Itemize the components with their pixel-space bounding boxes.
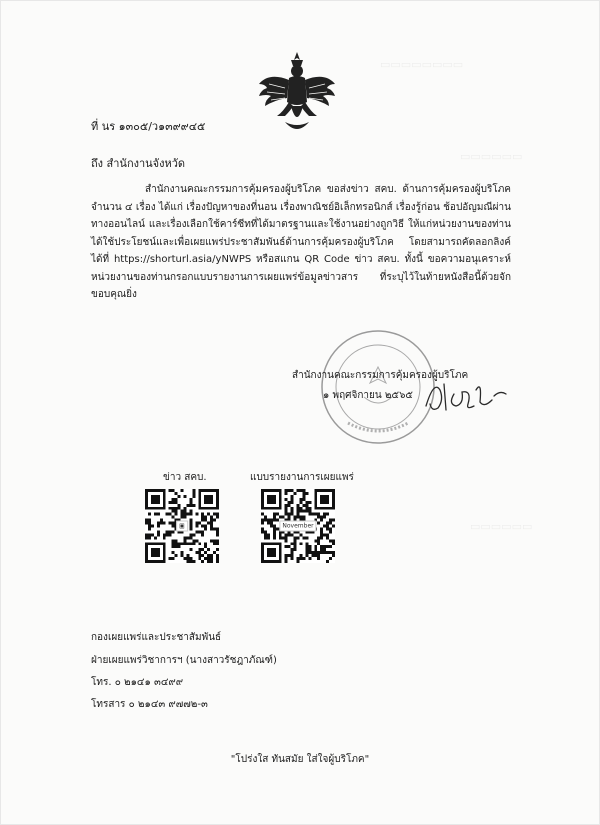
signing-organization: สำนักงานคณะกรรมการคุ้มครองผู้บริโภค [292,370,469,381]
contact-fax: โทรสาร ๐ ๒๑๔๓ ๙๗๗๒-๓ [91,699,208,710]
signing-date: ๑ พฤศจิกายน ๒๕๖๕ [323,390,413,401]
body-paragraph: สำนักงานคณะกรรมการคุ้มครองผู้บริโภค ขอส่งข่าว สคบ. ด้านการคุ้มครองผู้บริโภค จำนวน ๔ เรื่อง ได้แก่ เรื่องปัญหาของที่นอน เรื่องพาณิชย์อิเล็กทรอนิกส์ เรื่องรู้ก่อน ช้อปอัญมณีผ่านทางออนไลน์ และเรื่องเลือกใช้คาร์ซีทที่ได้มาตรฐานและใช้งานอย่างถูกวิธี ให้แก่หน่วยงานของท่าน ได้ใช้ประโยชน์และเพื่อเผยแพร่ประชาสัมพันธ์ด้านการคุ้มครองผู้บริโภค โดยสามารถคัดลอกลิงค์ได้ที่ https://shorturl.asia/yNWPS หรือสแกน QR Code ข่าว สคบ. ทั้งนี้ ขอความอนุเคราะห์หน่วยงานของท่านกรอกแบบรายงานการเผยแพร่ข้อมูลข่าวสาร ที่ระบุไว้ในท้ายหนังสือนี้ด้วยจักขอบคุณยิ่ง [91,184,511,300]
bleed-through-mark: ▭▭▭▭▭▭ [470,520,533,533]
bleed-through-mark: ▭▭▭▭▭▭▭▭ [380,58,464,71]
document-number: ที่ นร ๑๓๐๕/ว๑๓๙๙๔๕ [91,120,206,133]
qr-logo-icon: ▣ [176,521,188,532]
bleed-through-mark: ▭▭▭▭▭▭ [460,150,523,163]
slogan: "โปร่งใส ทันสมัย ใส่ใจผู้บริโภค" [230,754,370,765]
qr-label-report: แบบรายงานการเผยแพร่ [250,472,354,483]
contact-division: กองเผยแพร่และประชาสัมพันธ์ [91,632,222,643]
contact-phone: โทร. ๐ ๒๑๔๑ ๓๔๙๙ [91,677,184,688]
qr-label-news: ข่าว สคบ. [163,472,207,483]
garuda-emblem-icon [255,50,339,136]
handwritten-signature [420,360,512,416]
qr-code-news[interactable] [145,489,219,563]
qr-caption: November [279,521,316,532]
contact-section: ฝ่ายเผยแพร่วิชาการฯ (นางสาวรัชฎาภัณฑ์) [91,655,277,666]
qr-code-report[interactable] [261,489,335,563]
addressee: ถึง สำนักงานจังหวัด [91,157,186,170]
